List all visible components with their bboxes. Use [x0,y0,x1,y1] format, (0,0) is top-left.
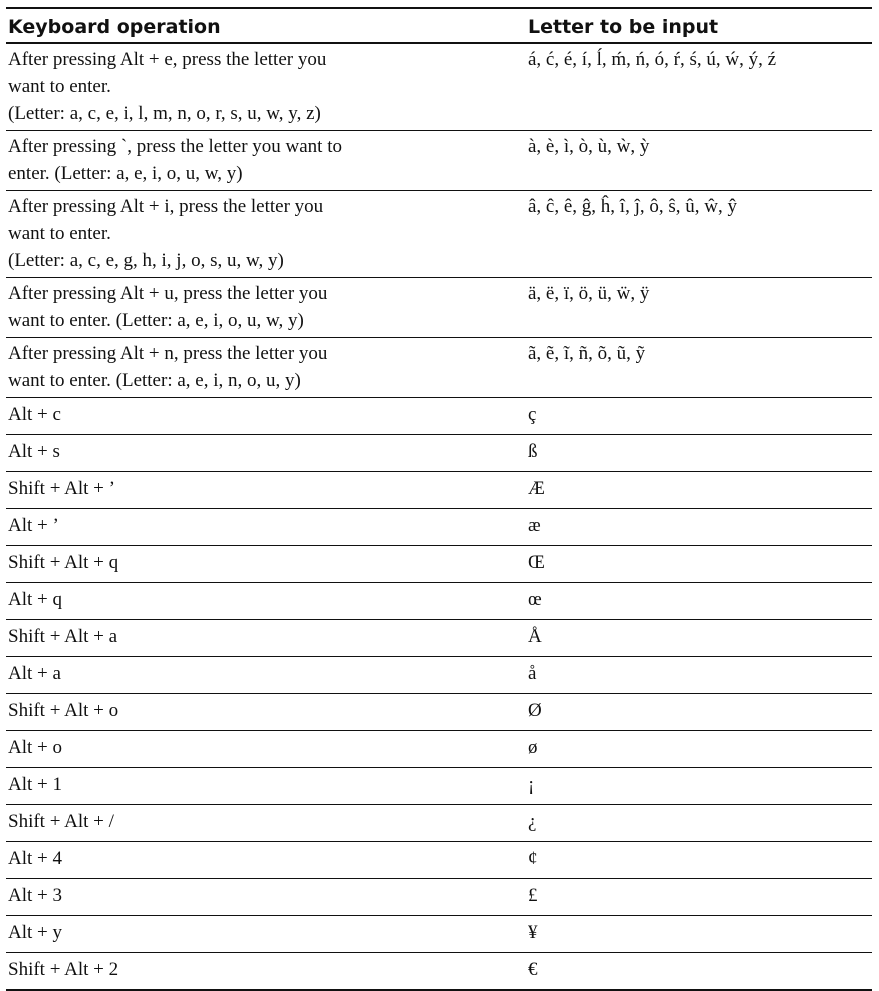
keyboard-operation-text: (Letter: a, c, e, g, h, i, j, o, s, u, w, y) [8,250,284,271]
table-row [6,805,872,842]
letter-to-be-input-cell: Ø [526,694,872,731]
keyboard-operation-text: Shift + Alt + o [8,700,119,721]
keyboard-operation-cell [6,953,526,991]
keyboard-operation-text: After pressing `, press the letter you want to [8,136,342,157]
keyboard-operation-cell [6,131,526,191]
letter-to-be-input-cell: å [526,657,872,694]
keyboard-operation-text: want to enter. (Letter: a, e, i, n, o, u, y) [8,370,301,391]
table-row [6,731,872,768]
keyboard-operation-text: Alt + y [8,922,62,943]
keyboard-operation-text: Alt + ’ [8,515,59,536]
keyboard-operation-cell [6,916,526,953]
keyboard-operation-cell [6,472,526,509]
table-row [6,131,872,191]
table-row [6,472,872,509]
header-letter-to-be-input: Letter to be input [526,8,872,43]
table-row [6,768,872,805]
letter-to-be-input-cell: œ [526,583,872,620]
table-row [6,620,872,657]
keyboard-operation-text: Shift + Alt + / [8,811,114,832]
keyboard-operation-text: want to enter. (Letter: a, e, i, o, u, w, y) [8,310,304,331]
keyboard-operation-cell [6,805,526,842]
keyboard-operation-text: Shift + Alt + 2 [8,959,119,980]
table-row [6,191,872,278]
keyboard-operation-cell [6,842,526,879]
keyboard-operation-cell [6,509,526,546]
keyboard-operation-text: want to enter. [8,223,111,244]
table-row [6,278,872,338]
letter-to-be-input-cell: ¥ [526,916,872,953]
keyboard-operation-text: Shift + Alt + q [8,552,119,573]
letter-to-be-input-cell: ¢ [526,842,872,879]
keyboard-operation-text: Alt + s [8,441,60,462]
letter-to-be-input-cell: ¿ [526,805,872,842]
keyboard-operation-cell [6,191,526,278]
table-row [6,842,872,879]
keyboard-operation-text: After pressing Alt + n, press the letter you [8,343,328,364]
keyboard-operation-text: Alt + o [8,737,62,758]
keyboard-operation-cell [6,657,526,694]
keyboard-operation-text: Alt + c [8,404,61,425]
keyboard-operation-cell [6,768,526,805]
letter-to-be-input-cell: Æ [526,472,872,509]
table-body [6,43,872,990]
letter-to-be-input-cell: á, ć, é, í, ĺ, ḿ, ń, ó, ŕ, ś, ú, ẃ, ý, ź [526,43,872,131]
table-row [6,583,872,620]
keyboard-operation-text: Alt + 4 [8,848,62,869]
keyboard-operation-cell [6,278,526,338]
table-row [6,435,872,472]
table-row [6,879,872,916]
keyboard-operation-text: Alt + a [8,663,61,684]
letter-to-be-input-cell: £ [526,879,872,916]
keyboard-operation-text: After pressing Alt + i, press the letter you [8,196,324,217]
keyboard-operation-cell [6,546,526,583]
table-row [6,509,872,546]
table-row [6,546,872,583]
keyboard-operation-text: (Letter: a, c, e, i, l, m, n, o, r, s, u, w, y, z) [8,103,321,124]
keyboard-operation-cell [6,583,526,620]
keyboard-operation-cell [6,731,526,768]
table-header-row [6,8,872,43]
letter-to-be-input-cell: ¡ [526,768,872,805]
letter-to-be-input-cell: æ [526,509,872,546]
letter-to-be-input-cell: ß [526,435,872,472]
keyboard-operation-text: Alt + q [8,589,62,610]
keyboard-operation-cell [6,338,526,398]
keyboard-operation-cell [6,435,526,472]
letter-to-be-input-cell: Å [526,620,872,657]
keyboard-operation-text: Alt + 3 [8,885,62,906]
table-row [6,338,872,398]
table-row [6,694,872,731]
table-row [6,398,872,435]
letter-to-be-input-cell: ø [526,731,872,768]
letter-to-be-input-cell: à, è, ì, ò, ù, ẁ, ỳ [526,131,872,191]
letter-to-be-input-cell: € [526,953,872,991]
keyboard-shortcut-table [6,7,872,991]
table-row [6,657,872,694]
keyboard-operation-cell [6,694,526,731]
keyboard-operation-text: After pressing Alt + u, press the letter you [8,283,328,304]
keyboard-operation-text: Shift + Alt + a [8,626,118,647]
letter-to-be-input-cell: ä, ë, ï, ö, ü, ẅ, ÿ [526,278,872,338]
table-row [6,43,872,131]
keyboard-operation-text: Shift + Alt + ’ [8,478,115,499]
header-keyboard-operation: Keyboard operation [6,8,526,43]
letter-to-be-input-cell: ã, ẽ, ĩ, ñ, õ, ũ, ỹ [526,338,872,398]
letter-to-be-input-cell: Œ [526,546,872,583]
keyboard-operation-cell [6,620,526,657]
keyboard-operation-cell [6,398,526,435]
letter-to-be-input-cell: â, ĉ, ê, ĝ, ĥ, î, ĵ, ô, ŝ, û, ŵ, ŷ [526,191,872,278]
keyboard-operation-cell [6,879,526,916]
keyboard-operation-text: After pressing Alt + e, press the letter you [8,49,327,70]
keyboard-shortcut-table-container [6,7,872,991]
keyboard-operation-text: enter. (Letter: a, e, i, o, u, w, y) [8,163,243,184]
table-row [6,916,872,953]
keyboard-operation-text: want to enter. [8,76,111,97]
letter-to-be-input-cell: ç [526,398,872,435]
keyboard-operation-cell [6,43,526,131]
keyboard-operation-text: Alt + 1 [8,774,62,795]
table-row [6,953,872,991]
